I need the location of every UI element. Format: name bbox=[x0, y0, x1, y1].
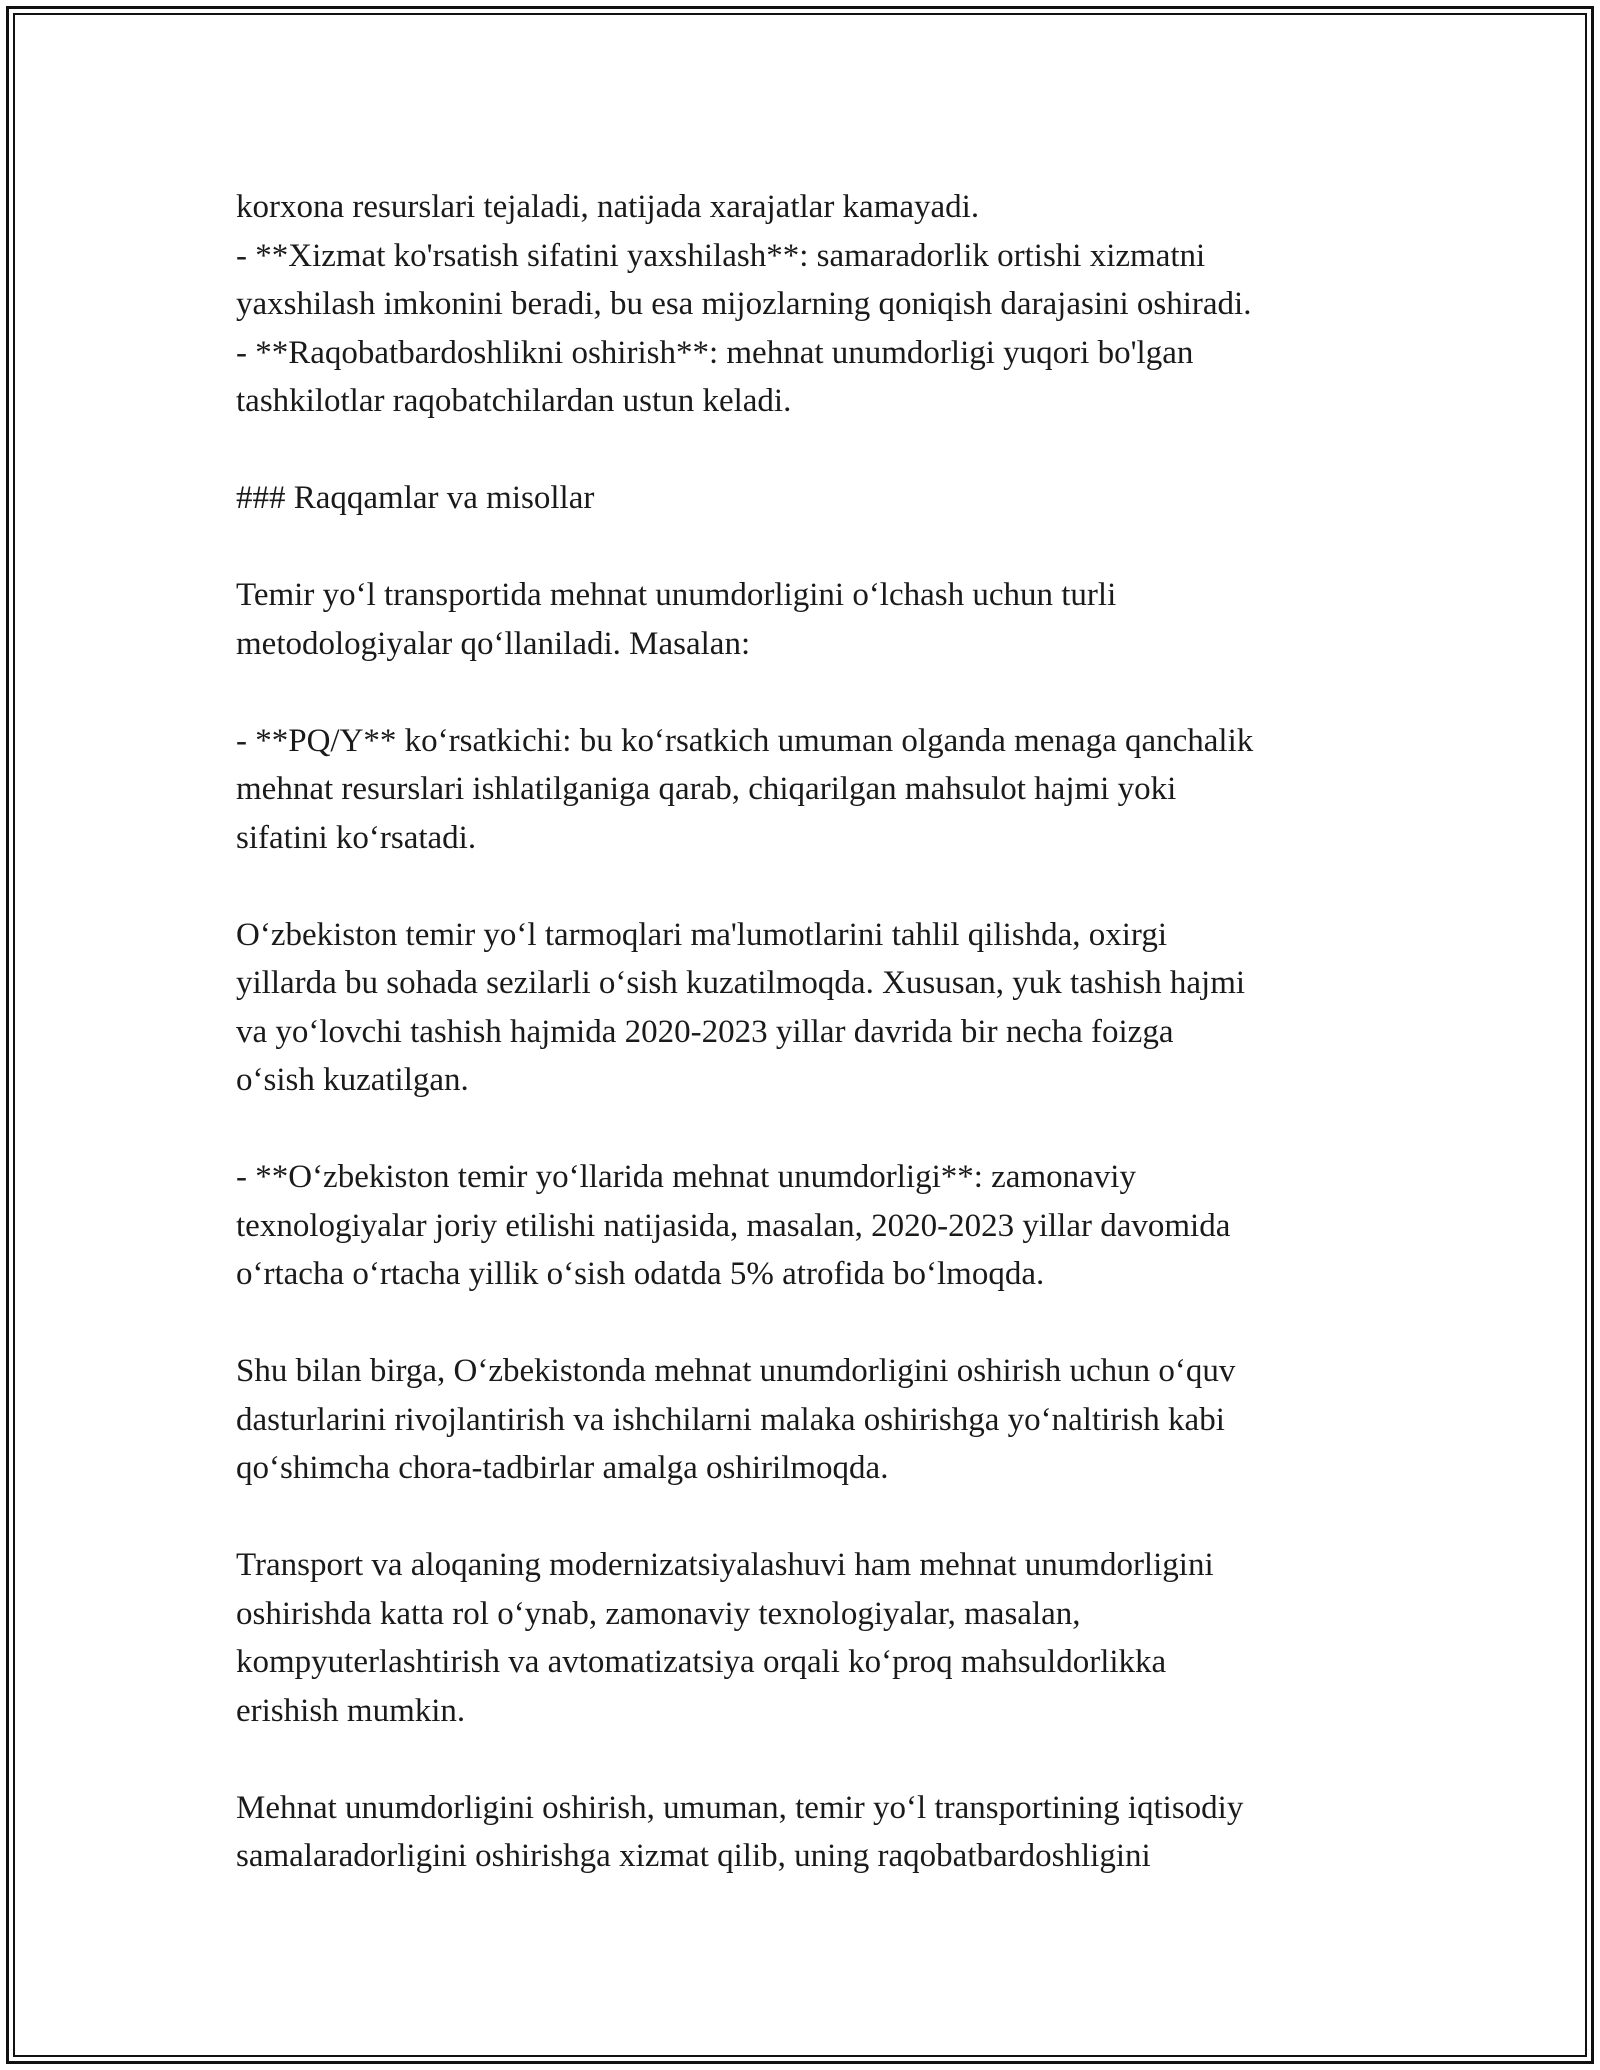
text-line: erishish mumkin. bbox=[236, 1692, 466, 1729]
text-line: korxona resurslari tejaladi, natijada xarajatlar kamayadi. bbox=[236, 189, 980, 225]
text-line: tashkilotlar raqobatchilardan ustun keladi. bbox=[236, 383, 792, 419]
paragraph-modernization bbox=[236, 1541, 1426, 1735]
text-line: O‘zbekiston temir yo‘l tarmoqlari ma'lumotlarini tahlil qilishda, oxirgi bbox=[236, 916, 1167, 953]
text-line: Mehnat unumdorligini oshirish, umuman, temir yo‘l transportining iqtisodiy bbox=[236, 1789, 1244, 1826]
text-line: sifatini ko‘rsatadi. bbox=[236, 819, 477, 856]
text-line: Temir yo‘l transportida mehnat unumdorligini o‘lchash uchun turli bbox=[236, 577, 1117, 613]
text-line: yillarda bu sohada sezilarli o‘sish kuzatilmoqda. Xususan, yuk tashish hajmi bbox=[236, 965, 1246, 1001]
paragraph-pqy-indicator bbox=[236, 717, 1426, 863]
text-line: o‘sish kuzatilgan. bbox=[236, 1062, 469, 1098]
text-line: - **Xizmat ko'rsatish sifatini yaxshilash**: samaradorlik ortishi xizmatni bbox=[236, 237, 1206, 274]
text-line: yaxshilash imkonini beradi, bu esa mijozlarning qoniqish darajasini oshiradi. bbox=[236, 286, 1252, 322]
text-line: metodologiyalar qo‘llaniladi. Masalan: bbox=[236, 625, 751, 662]
text-line: samalaradorligini oshirishga xizmat qilib, uning raqobatbardoshligini bbox=[236, 1838, 1151, 1874]
paragraph-uzbekistan-data bbox=[236, 911, 1426, 1105]
text-line: - **Raqobatbardoshlikni oshirish**: mehnat unumdorligi yuqori bo'lgan bbox=[236, 334, 1194, 371]
text-line: Shu bilan birga, O‘zbekistonda mehnat unumdorligini oshirish uchun o‘quv bbox=[236, 1353, 1236, 1389]
text-line: texnologiyalar joriy etilishi natijasida, masalan, 2020-2023 yillar davomida bbox=[236, 1207, 1231, 1244]
text-line: - **O‘zbekiston temir yo‘llarida mehnat unumdorligi**: zamonaviy bbox=[236, 1159, 1136, 1195]
paragraph-conclusion bbox=[236, 1784, 1426, 1881]
text-line: va yo‘lovchi tashish hajmida 2020-2023 yillar davrida bir necha foizga bbox=[236, 1013, 1174, 1050]
text-line: qo‘shimcha chora-tadbirlar amalga oshirilmoqda. bbox=[236, 1450, 889, 1486]
text-line: oshirishda katta rol o‘ynab, zamonaviy texnologiyalar, masalan, bbox=[236, 1595, 1081, 1632]
paragraph-training-programs bbox=[236, 1347, 1426, 1493]
paragraph-methodology bbox=[236, 571, 1426, 668]
text-line: mehnat resurslari ishlatilganiga qarab, chiqarilgan mahsulot hajmi yoki bbox=[236, 771, 1177, 807]
text-line: kompyuterlashtirish va avtomatizatsiya orqali ko‘proq mahsuldorlikka bbox=[236, 1644, 1167, 1680]
text-line: - **PQ/Y** ko‘rsatkichi: bu ko‘rsatkich umuman olganda menaga qanchalik bbox=[236, 722, 1254, 759]
text-line: dasturlarini rivojlantirish va ishchilarni malaka oshirishga yo‘naltirish kabi bbox=[236, 1401, 1225, 1438]
text-line: Transport va aloqaning modernizatsiyalashuvi ham mehnat unumdorligini bbox=[236, 1547, 1214, 1583]
text-line: o‘rtacha o‘rtacha yillik o‘sish odatda 5% atrofida bo‘lmoqda. bbox=[236, 1256, 1045, 1292]
paragraph-productivity-growth bbox=[236, 1153, 1426, 1299]
document-body bbox=[236, 183, 1426, 1881]
section-heading bbox=[236, 474, 1426, 523]
heading-text: ### Raqqamlar va misollar bbox=[236, 480, 595, 516]
paragraph-benefits-list bbox=[236, 183, 1426, 426]
